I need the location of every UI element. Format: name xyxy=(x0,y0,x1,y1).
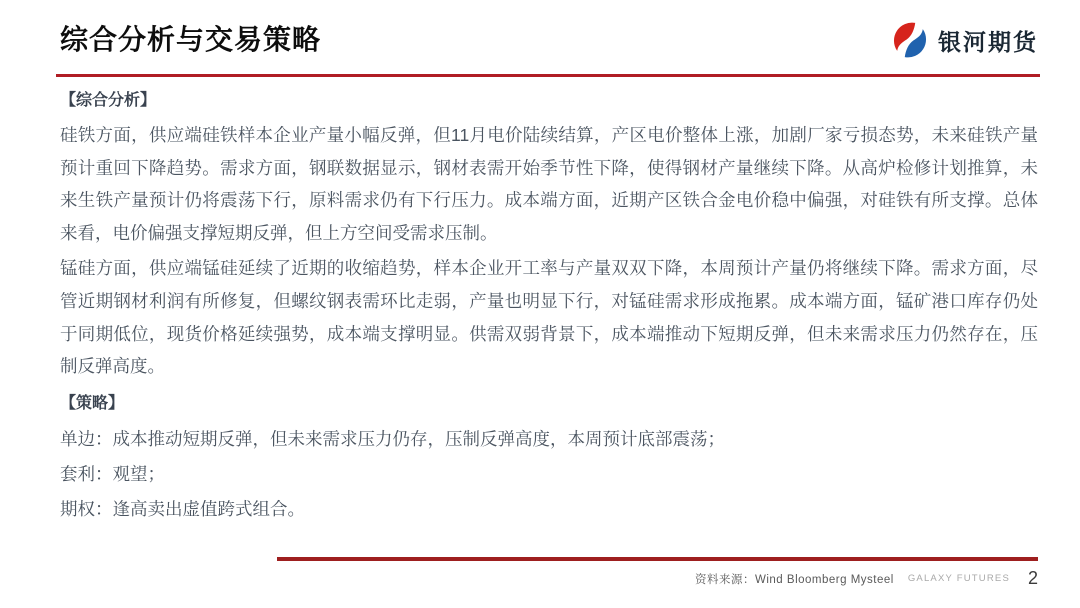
strategy-item-options: 期权：逢高卖出虚值跨式组合。 xyxy=(60,498,305,519)
slide-footer xyxy=(695,568,1038,589)
strategy-item-unilateral: 单边：成本推动短期反弹，但未来需求压力仍存，压制反弹高度，本周预计底部震荡； xyxy=(60,428,725,449)
strategy-item-arbitrage: 套利：观望； xyxy=(60,463,165,484)
galaxy-swirl-icon xyxy=(891,21,929,59)
slide-header xyxy=(60,20,1038,60)
analysis-paragraph-silicomanganese: 锰硅方面，供应端锰硅延续了近期的收缩趋势，样本企业开工率与产量双双下降，本周预计产量仍将继续下降。需求方面，尽管近期钢材利润有所修复，但螺纹钢表需环比走弱，产量也明显下行，对锰硅需求形成拖累。成本端方面，锰矿港口库存仍处于同期低位，现货价格延续强势，成本端支撑明显。供需双弱背景下，成本端推动下短期反弹，但未来需求压力仍然存在，压制反弹高度。 xyxy=(60,258,1038,377)
footer-divider xyxy=(277,557,1038,561)
analysis-paragraph-ferrosilicon: 硅铁方面，供应端硅铁样本企业产量小幅反弹，但11月电价陆续结算，产区电价整体上涨，加剧厂家亏损态势，未来硅铁产量预计重回下降趋势。需求方面，钢联数据显示，钢材表需开始季节性下降，使得钢材产量继续下降。从高炉检修计划推算，未来生铁产量预计仍将震荡下行，原料需求仍有下行压力。成本端方面，近期产区铁合金电价稳中偏强，对硅铁有所支撑。总体来看，电价偏强支撑短期反弹，但上方空间受需求压制。 xyxy=(60,125,1038,243)
brand-logo-text: 银河期货 xyxy=(938,28,1038,55)
page-number: 2 xyxy=(1027,568,1038,588)
page-title: 综合分析与交易策略 xyxy=(60,24,322,55)
slide-body xyxy=(60,88,1038,527)
footer-brand-text: GALAXY FUTURES xyxy=(907,573,1010,584)
source-attribution: 资料来源：Wind Bloomberg Mysteel xyxy=(695,573,894,586)
header-divider xyxy=(56,74,1040,77)
brand-logo xyxy=(891,21,1038,59)
strategy-section-label: 【策略】 xyxy=(60,394,125,412)
analysis-section-label: 【综合分析】 xyxy=(60,92,157,109)
